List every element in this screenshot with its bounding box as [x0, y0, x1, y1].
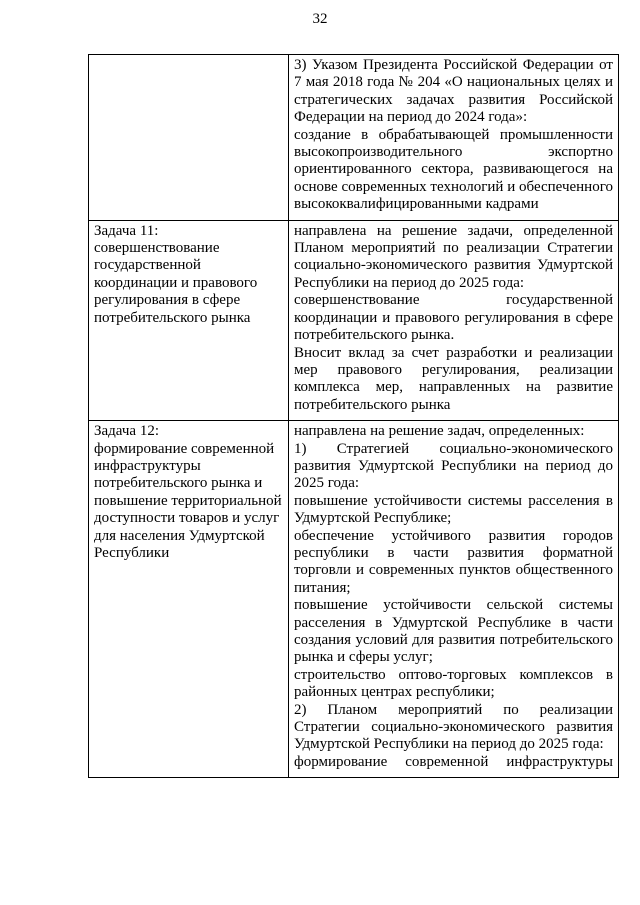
paragraph: обеспечение устойчивого развития городов республики в части развития форматной торговли и современных пунктов общественного питания; [294, 527, 613, 596]
table-row [89, 55, 619, 221]
task-cell-empty [89, 55, 289, 221]
page-number: 32 [312, 11, 328, 27]
paragraph: направлена на решение задачи, определенной Планом мероприятий по реализации Стратегии социально-экономического развития Удмуртской Республики на период до 2025 года: [294, 222, 613, 291]
task-cell [89, 220, 289, 420]
task-text: совершенствование государственной координации и правового регулирования в сфере потребительского рынка [94, 240, 258, 326]
table-row [89, 421, 619, 778]
table-row [89, 220, 619, 420]
paragraph: Вносит вклад за счет разработки и реализации мер правового регулирования, реализации комплекса мер, направленных на развитие потребительского рынка [294, 344, 613, 413]
paragraph: направлена на решение задач, определенных: [294, 423, 585, 440]
description-cell [289, 421, 619, 778]
description-cell [289, 55, 619, 221]
task-text: формирование современной инфраструктуры потребительского рынка и повышение территориальной доступности товаров и услуг для населения Удмуртской Республики [94, 440, 282, 561]
paragraph: совершенствование государственной координации и правового регулирования в сфере потребительского рынка. [294, 292, 613, 344]
task-cell [89, 421, 289, 778]
paragraph: 1) Стратегией социально-экономического развития Удмуртской Республики на период до 2025 года: [294, 440, 613, 492]
paragraph: формирование современной инфраструктуры [294, 753, 613, 770]
paragraph: 3) Указом Президента Российской Федерации от 7 мая 2018 года № 204 «О национальных целях и стратегических задачах развития Российской Федерации на период до 2024 года»: [294, 57, 613, 126]
paragraph: повышение устойчивости системы расселения в Удмуртской Республике; [294, 492, 613, 527]
paragraph: строительство оптово-торговых комплексов в районных центрах республики; [294, 666, 613, 701]
paragraph: создание в обрабатывающей промышленности высокопроизводительного экспортно ориентированного сектора, развивающегося на основе современных технологий и обеспеченного высококвалифицированными кадрами [294, 126, 613, 213]
description-cell [289, 220, 619, 420]
paragraph: повышение устойчивости сельской системы расселения в Удмуртской Республике в части создания условий для развития потребительского рынка и сферы услуг; [294, 597, 613, 666]
content-table [88, 54, 619, 778]
task-title: Задача 11: [94, 222, 159, 239]
paragraph: 2) Планом мероприятий по реализации Стратегии социально-экономического развития Удмуртской Республики на период до 2025 года: [294, 701, 613, 753]
task-title: Задача 12: [94, 423, 159, 440]
